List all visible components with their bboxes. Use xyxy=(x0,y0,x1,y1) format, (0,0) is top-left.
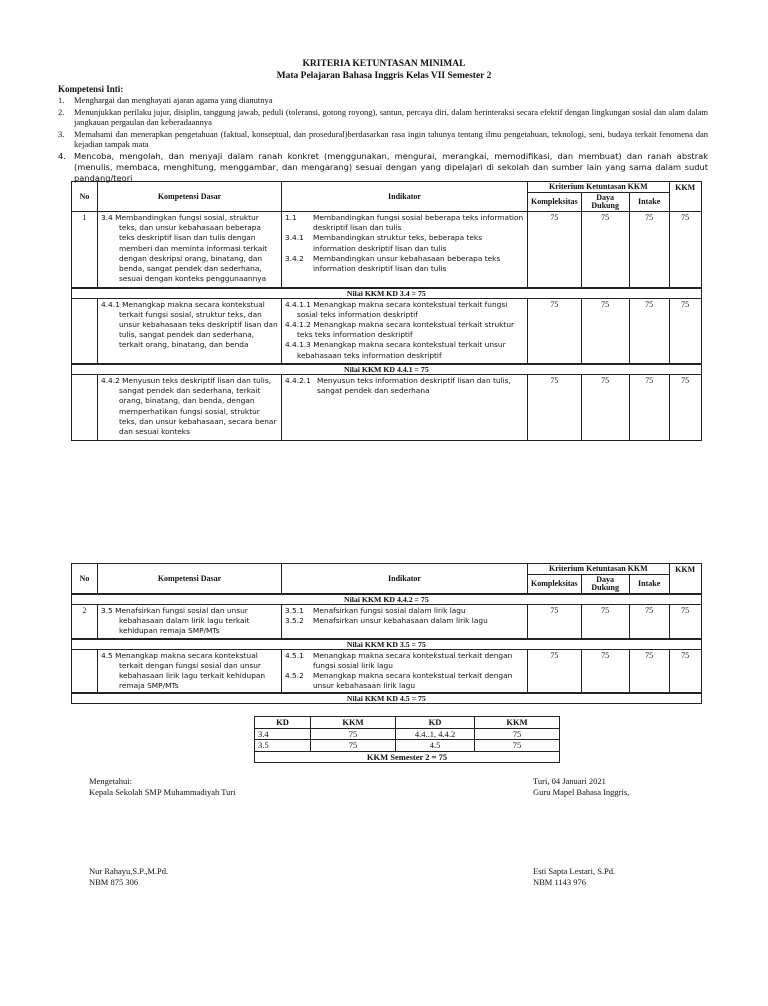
ki-item-text: Menghargai dan menghayati ajaran agama yang dianutnya xyxy=(74,95,273,105)
kkm-value: 75 xyxy=(669,605,701,639)
table-row xyxy=(72,649,702,693)
indikator-code: 4.5.1 xyxy=(285,650,304,660)
indikator-text: Menafsirkan fungsi sosial dalam lirik lagu xyxy=(313,606,466,615)
signature-role: Kepala Sekolah SMP Muhammadiyah Turi xyxy=(89,787,236,797)
kd-text: 3.5 Menafsirkan fungsi sosial dan unsur kebahasaan dalam lirik lagu terkait kehidupan remaja SMP/MTs xyxy=(101,606,250,636)
kd-cell xyxy=(98,212,282,288)
nilai-text: Nilai KKM KD 3.4 = 75 xyxy=(72,288,702,299)
summary-cell: 75 xyxy=(311,728,396,740)
indikator-code: 3.5.1 xyxy=(285,606,304,615)
summary-header-kkm: KKM xyxy=(475,717,560,729)
indikator-text: Menangkap makna secara kontekstual terkait dengan unsur kebahasaan lirik lagu xyxy=(313,671,513,691)
signature-label: Mengetahui: xyxy=(89,776,132,786)
indikator-cell xyxy=(282,212,528,288)
summary-cell: 75 xyxy=(475,728,560,740)
summary-cell: 4.4..1, 4.4.2 xyxy=(396,728,475,740)
nilai-row xyxy=(72,594,702,605)
header-kkm: KKM xyxy=(669,564,701,595)
table-row xyxy=(255,740,560,752)
header-no: No xyxy=(72,182,98,212)
ki-item-1 xyxy=(58,95,708,106)
ki-item-number: 3. xyxy=(58,128,65,139)
table-row xyxy=(255,728,560,740)
signature-right xyxy=(533,776,629,798)
indikator-text: 4.4.1.2 Menangkap makna secara kontekstual terkait struktur teks teks information deskriptif xyxy=(285,319,515,340)
indikator-cell xyxy=(282,298,528,364)
summary-cell: 75 xyxy=(475,740,560,752)
indikator-code: 3.4.2 xyxy=(285,253,304,263)
indikator-item xyxy=(285,213,524,233)
header-daya-dukung: Daya Dukung xyxy=(581,193,629,212)
intake-value: 75 xyxy=(629,212,669,288)
kompleksitas-value: 75 xyxy=(528,212,582,288)
row-number xyxy=(72,649,98,693)
daya-dukung-value: 75 xyxy=(581,649,629,693)
nilai-text: Nilai KKM KD 4.5 = 75 xyxy=(72,693,702,704)
kd-cell xyxy=(98,375,282,441)
header-no: No xyxy=(72,564,98,595)
kd-text: 4.5 Menangkap makna secara kontekstual terkait dengan fungsi sosial dan unsur kebahasaan lirik lagu terkait kehidupan remaja SMP/MTs xyxy=(101,650,266,691)
header-kompetensi-dasar: Kompetensi Dasar xyxy=(98,182,282,212)
summary-cell: 4.5 xyxy=(396,740,475,752)
ki-item-3 xyxy=(58,129,708,150)
header-kkm: KKM xyxy=(669,182,701,212)
table-row xyxy=(72,605,702,639)
indikator-text: Membandingkan struktur teks, beberapa teks information deskriptif lisan dan tulis xyxy=(313,233,483,253)
summary-table xyxy=(254,716,560,763)
indikator-item xyxy=(285,616,524,626)
daya-dukung-value: 75 xyxy=(581,298,629,364)
indikator-code: 3.5.2 xyxy=(285,616,304,626)
kompleksitas-value: 75 xyxy=(528,649,582,693)
indikator-text: Menyusun teks information deskriptif lisan dan tulis, sangat pendek dan sederhana xyxy=(317,376,511,396)
row-number: 2 xyxy=(72,605,98,639)
row-number: 1 xyxy=(72,212,98,288)
header-intake: Intake xyxy=(629,575,669,595)
kkm-table-2 xyxy=(71,563,702,704)
nilai-text: Nilai KKM KD 4.4.1 = 75 xyxy=(72,364,702,375)
intake-value: 75 xyxy=(629,298,669,364)
header-kompleksitas: Kompleksitas xyxy=(528,193,582,212)
kd-text: 4.4.2 Menyusun teks deskriptif lisan dan tulis, sangat pendek dan sederhana, terkait orang, binatang, dan benda, dengan memperhatikan fungsi sosial, struktur teks, dan unsur kebahasaan, secara benar dan sesuai konteks xyxy=(101,376,277,437)
ki-item-2 xyxy=(58,107,708,128)
ki-item-number: 4. xyxy=(58,150,66,161)
title-line-2: Mata Pelajaran Bahasa Inggris Kelas VII Semester 2 xyxy=(276,71,492,81)
ki-item-text: Memahami dan menerapkan pengetahuan (faktual, konseptual, dan prosedural)berdasarkan rasa ingin tahunya tentang ilmu pengetahuan, teknologi, seni, budaya terkait fenomena dan kejadian tampak mata xyxy=(74,128,708,149)
indikator-code: 1.1 xyxy=(285,213,297,222)
summary-cell: 3.4 xyxy=(255,728,311,740)
signature-left-name-block xyxy=(89,866,168,888)
signature-place-date: Turi, 04 Januari 2021 xyxy=(533,776,606,786)
intake-value: 75 xyxy=(629,649,669,693)
daya-dukung-value: 75 xyxy=(581,605,629,639)
kompleksitas-value: 75 xyxy=(528,298,582,364)
daya-dukung-value: 75 xyxy=(581,375,629,441)
summary-header-kd: KD xyxy=(255,717,311,729)
nilai-row xyxy=(72,288,702,299)
kompleksitas-value: 75 xyxy=(528,605,582,639)
indikator-text: Membandingkan fungsi sosial beberapa teks information deskriptif lisan dan tulis xyxy=(313,213,524,233)
kd-cell xyxy=(98,605,282,639)
indikator-code: 4.5.2 xyxy=(285,671,304,681)
signature-name: Esti Sapta Lestari, S.Pd. xyxy=(533,866,616,876)
indikator-cell xyxy=(282,375,528,441)
indikator-cell xyxy=(282,605,528,639)
header-kriterium: Kriterium Ketuntasan KKM xyxy=(528,182,670,193)
title-line-1: KRITERIA KETUNTASAN MINIMAL xyxy=(302,59,466,69)
kkm-value: 75 xyxy=(669,649,701,693)
kompetensi-inti-heading: Kompetensi Inti: xyxy=(58,84,124,94)
summary-cell: 75 xyxy=(311,740,396,752)
table-row xyxy=(72,375,702,441)
indikator-item xyxy=(285,606,524,616)
header-kriterium: Kriterium Ketuntasan KKM xyxy=(528,564,670,575)
header-intake: Intake xyxy=(629,193,669,212)
ki-item-text: Menunjukkan perilaku jujur, disiplin, tanggung jawab, peduli (toleransi, gotong royong), santun, percaya diri, dalam berinteraksi secara efektif dengan lingkungan sosial dan alam dalam jangkauan pergaulan dan keberadaannya xyxy=(74,106,708,127)
kd-cell xyxy=(98,298,282,364)
row-number xyxy=(72,298,98,364)
kompetensi-inti-list xyxy=(58,95,708,185)
indikator-item xyxy=(285,233,524,253)
header-indikator: Indikator xyxy=(282,564,528,595)
kd-text: 3.4 Membandingkan fungsi sosial, struktur teks, dan unsur kebahasaan beberapa teks deskriptif lisan dan tulis dengan memberi dan meminta informasi terkait dengan deskripsi orang, binatang, dan benda, sangat pendek dan sederhana, sesuai dengan konteks penggunaannya xyxy=(101,213,268,284)
summary-header-kd: KD xyxy=(396,717,475,729)
nilai-text: Nilai KKM KD 4.4.2 = 75 xyxy=(72,594,702,605)
nilai-row xyxy=(72,364,702,375)
signature-left xyxy=(89,776,236,798)
kkm-value: 75 xyxy=(669,212,701,288)
signature-role: Guru Mapel Bahasa Inggris, xyxy=(533,787,630,797)
indikator-item xyxy=(285,651,524,671)
table-row xyxy=(72,298,702,364)
intake-value: 75 xyxy=(629,375,669,441)
indikator-code: 4.4.2.1 xyxy=(285,376,311,385)
summary-cell: 3.5 xyxy=(255,740,311,752)
daya-dukung-value: 75 xyxy=(581,212,629,288)
ki-item-text: Mencoba, mengolah, dan menyaji dalam ranah konkret (menggunakan, mengurai, merangkai, memodifikasi, dan membuat) dan ranah abstrak (menulis, membaca, menghitung, menggambar, dan mengarang) sesuai dengan yang dipelajari di sekolah dan sumber lain yang sama dalam sudut pandang/teori xyxy=(74,150,708,183)
indikator-item xyxy=(285,254,524,274)
ki-item-number: 2. xyxy=(58,106,65,117)
kompleksitas-value: 75 xyxy=(528,375,582,441)
row-number xyxy=(72,375,98,441)
kkm-value: 75 xyxy=(669,375,701,441)
nilai-row xyxy=(72,693,702,704)
indikator-text: 4.4.1.3 Menangkap makna secara kontekstual terkait unsur kebahasaan teks information deskriptif xyxy=(285,340,506,360)
indikator-cell xyxy=(282,649,528,693)
nilai-text: Nilai KKM KD 3.5 = 75 xyxy=(72,639,702,650)
summary-header-kkm: KKM xyxy=(311,717,396,729)
indikator-text: Menafsirkan unsur kebahasaan dalam lirik lagu xyxy=(313,616,488,626)
indikator-code: 3.4.1 xyxy=(285,233,304,243)
summary-total: KKM Semester 2 = 75 xyxy=(255,751,560,763)
table-row xyxy=(72,212,702,288)
intake-value: 75 xyxy=(629,605,669,639)
summary-total-row xyxy=(255,751,560,763)
kkm-table-1 xyxy=(71,181,702,441)
header-kompetensi-dasar: Kompetensi Dasar xyxy=(98,564,282,595)
ki-item-4 xyxy=(58,151,708,184)
header-daya-dukung: Daya Dukung xyxy=(581,575,629,595)
kd-text: 4.4.1 Menangkap makna secara kontekstual terkait fungsi sosial, struktur teks, dan unsur kebahasaan teks deskriptif lisan dan tulis, sangat pendek dan sederhana, terkait orang, binatang, dan benda xyxy=(101,299,278,350)
indikator-item xyxy=(285,376,524,396)
ki-item-number: 1. xyxy=(58,95,65,105)
kkm-value: 75 xyxy=(669,298,701,364)
nilai-row xyxy=(72,639,702,650)
indikator-text: Membandingkan unsur kebahasaan beberapa teks information deskriptif lisan dan tulis xyxy=(313,253,501,274)
signature-name: Nur Rahayu,S.P.,M.Pd. xyxy=(89,866,169,876)
indikator-item xyxy=(285,671,524,691)
document-title xyxy=(0,58,768,82)
signature-right-name-block xyxy=(533,866,615,888)
header-indikator: Indikator xyxy=(282,182,528,212)
header-kompleksitas: Kompleksitas xyxy=(528,575,582,595)
indikator-text: 4.4.1.1 Menangkap makna secara kontekstual terkait fungsi sosial teks information deskriptif xyxy=(285,299,508,319)
indikator-text: Menangkap makna secara kontekstual terkait dengan fungsi sosial lirik lagu xyxy=(313,650,513,670)
signature-nbm: NBM 1143 976 xyxy=(533,877,587,887)
kd-cell xyxy=(98,649,282,693)
signature-nbm: NBM 875 306 xyxy=(89,877,139,887)
